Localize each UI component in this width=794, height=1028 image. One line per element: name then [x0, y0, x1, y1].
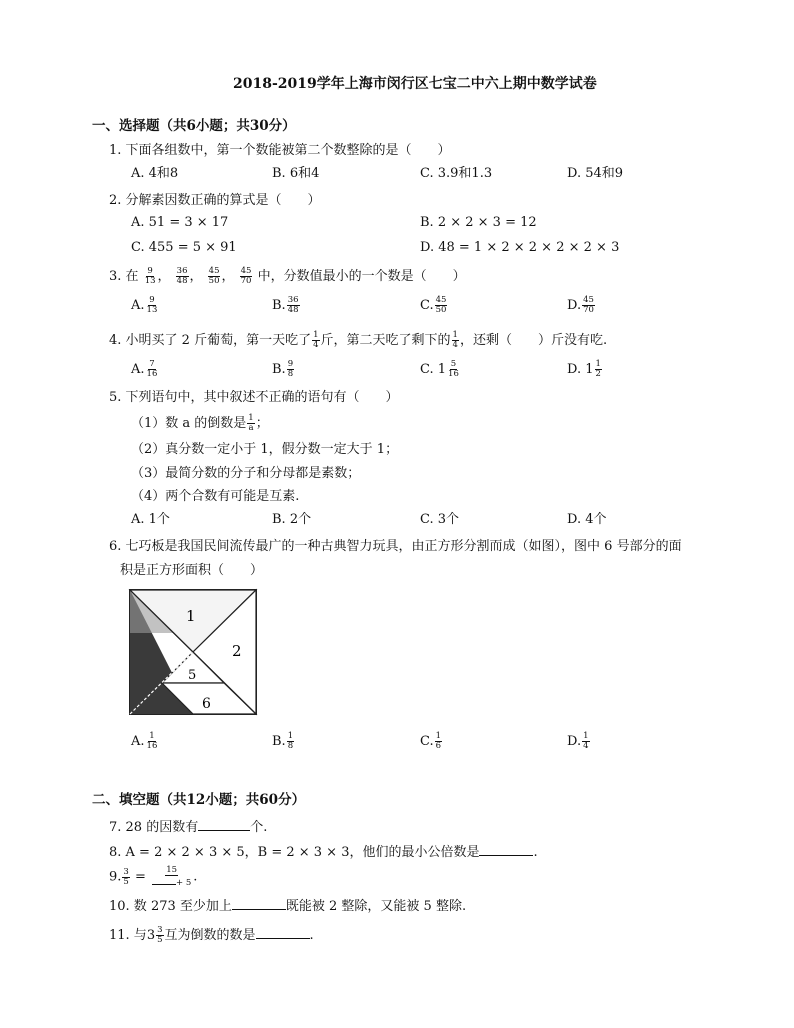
q5-option-a: A. 1个	[131, 512, 170, 527]
q3-option-b: B. $\frac{36}{48}$	[272, 295, 299, 315]
q4-frac-1: $\frac{1}{4}$	[313, 330, 319, 350]
question-10: 10. 数 273 至少加上 既能被 2 整除，又能被 5 整除.	[109, 899, 467, 914]
question-6-line-1: 6. 七巧板是我国民间流传最广的一种古典智力玩具，由正方形分割而成（如图），图中 6 号部分的面	[109, 539, 682, 554]
q6-option-a: A. $\frac{1}{16}$	[131, 731, 158, 751]
question-2-stem: 2. 分解素因数正确的算式是（ ）	[109, 193, 321, 208]
q11-answer-blank[interactable]	[256, 926, 310, 939]
question-3-stem: 3. 在 $\frac{9}{13}$ ， $\frac{36}{48}$ ， $\frac{45}{50}$ ， $\frac{45}{70}$ 中，分数值最小的一个数是（ ）	[109, 266, 466, 286]
q6-option-b: B. $\frac{1}{8}$	[272, 731, 294, 751]
q5-option-d: D. 4个	[567, 512, 607, 527]
q9-frac-blank: $\frac{15}{+ 5}$	[151, 866, 192, 888]
question-9: 9. $\frac{3}{5}$ = $\frac{15}{+ 5}$ .	[109, 865, 198, 888]
q2-option-a: A. 51 = 3 × 17	[131, 215, 229, 230]
question-11: 11. 与3 $\frac{3}{5}$ 互为倒数的数是 .	[109, 925, 314, 945]
section-header-fill: 二、填空题（共12小题；共60分）	[92, 792, 306, 808]
q3-pre: 3. 在	[109, 269, 139, 284]
q8-answer-blank[interactable]	[479, 843, 533, 856]
q1-option-a: A. 4和8	[131, 166, 179, 181]
q4-option-c: C. 1 $\frac{5}{16}$	[420, 359, 459, 379]
q4-frac-2: $\frac{1}{4}$	[452, 330, 458, 350]
q3-frac-3: $\frac{45}{50}$	[208, 266, 220, 286]
section-header-choice: 一、选择题（共6小题；共30分）	[92, 118, 296, 134]
q2-option-c: C. 455 = 5 × 91	[131, 240, 237, 255]
question-6-line-2: 积是正方形面积（ ）	[120, 563, 264, 578]
tangram-label-2: 2	[232, 642, 242, 660]
q2-option-d: D. 48 = 1 × 2 × 2 × 2 × 2 × 3	[420, 240, 620, 255]
q5-statement-3: （3）最简分数的分子和分母都是素数；	[131, 466, 361, 481]
tangram-figure	[128, 588, 258, 716]
q5-option-b: B. 2个	[272, 512, 312, 527]
question-1-stem: 1. 下面各组数中，第一个数能被第二个数整除的是（ ）	[109, 143, 451, 158]
question-8: 8. A = 2 × 2 × 3 × 5，B = 2 × 3 × 3，他们的最小公倍数是 .	[109, 845, 538, 860]
q1-option-b: B. 6和4	[272, 166, 320, 181]
page-title: 2018-2019学年上海市闵行区七宝二中六上期中数学试卷	[233, 76, 597, 92]
q5-statement-1: （1）数 a 的倒数是 $\frac{1}{a}$ ；	[131, 413, 269, 433]
q7-answer-blank[interactable]	[198, 818, 250, 831]
q9-answer-blank[interactable]	[152, 876, 176, 885]
q3-frac-4: $\frac{45}{70}$	[240, 266, 252, 286]
q1-option-d: D. 54和9	[567, 166, 624, 181]
q3-option-a: A. $\frac{9}{13}$	[131, 295, 158, 315]
q3-mid: 中，分数值最小的一个数是（ ）	[257, 269, 466, 284]
q1-option-c: C. 3.9和1.3	[420, 166, 493, 181]
q3-option-c: C. $\frac{45}{50}$	[420, 295, 447, 315]
question-5-stem: 5. 下列语句中，其中叙述不正确的语句有（ ）	[109, 390, 399, 405]
tangram-label-5: 5	[188, 668, 197, 683]
q2-option-b: B. 2 × 2 × 3 = 12	[420, 215, 537, 230]
q4-option-d: D. 1 $\frac{1}{2}$	[567, 359, 601, 379]
q4-option-b: B. $\frac{9}{8}$	[272, 359, 294, 379]
q6-option-d: D. $\frac{1}{4}$	[567, 731, 589, 751]
q5-statement-4: （4）两个合数有可能是互素.	[131, 489, 300, 504]
q5-option-c: C. 3个	[420, 512, 460, 527]
question-4-stem: 4. 小明买了 2 斤葡萄，第一天吃了 $\frac{1}{4}$ 斤，第二天吃了剩下的 $\frac{1}{4}$ ，还剩（ ）斤没有吃.	[109, 330, 608, 350]
q3-frac-1: $\frac{9}{13}$	[144, 266, 156, 286]
q3-frac-2: $\frac{36}{48}$	[176, 266, 188, 286]
tangram-label-6: 6	[202, 696, 211, 712]
question-7: 7. 28 的因数有 个.	[109, 820, 268, 835]
q6-option-c: C. $\frac{1}{6}$	[420, 731, 442, 751]
q3-option-d: D. $\frac{45}{70}$	[567, 295, 594, 315]
q10-answer-blank[interactable]	[232, 897, 286, 910]
q5-statement-2: （2）真分数一定小于 1，假分数一定大于 1；	[131, 442, 399, 457]
tangram-label-1: 1	[186, 607, 196, 625]
q4-option-a: A. $\frac{7}{16}$	[131, 359, 158, 379]
